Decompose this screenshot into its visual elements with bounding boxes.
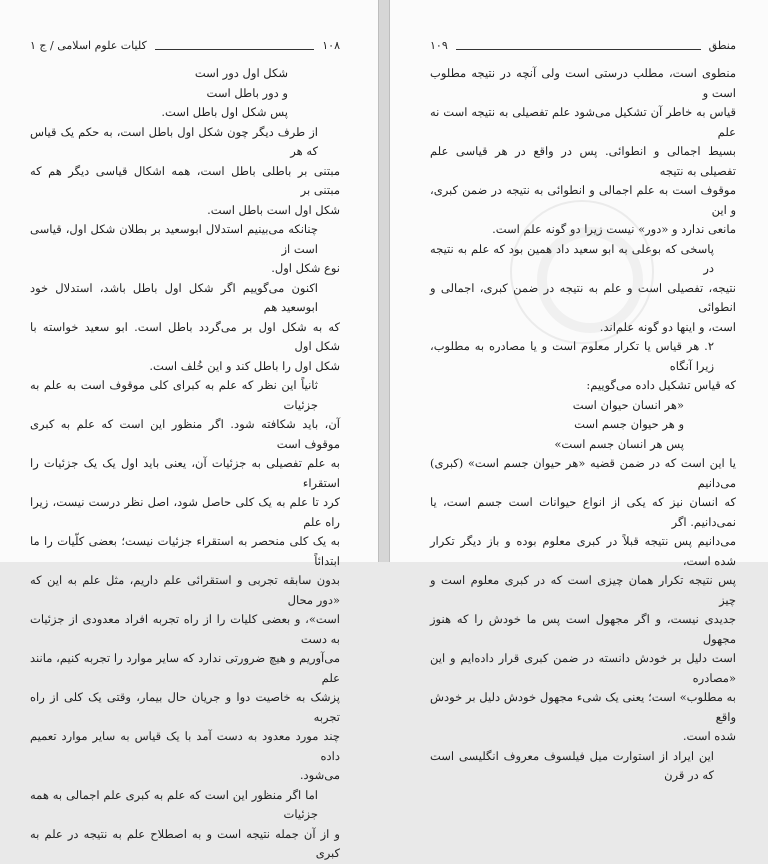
text-line: شده است. bbox=[682, 729, 736, 743]
text-line: به یک کلی منحصر به استقراء جزئیات نیست؛ بعضی کلّیات را ما ابتدائاً bbox=[30, 534, 341, 568]
text-line: نتیجه، تفصیلی است و علم به نتیجه در ضمن کبری، اجمالی و انطوائی bbox=[430, 280, 736, 314]
text-line: نوع شکل اول. bbox=[271, 261, 340, 275]
text-line: که قیاس تشکیل داده می‌گوییم: bbox=[586, 378, 736, 392]
text-line: شکل اول است باطل است. bbox=[207, 202, 340, 217]
right-page-body bbox=[430, 64, 736, 786]
left-page bbox=[0, 0, 378, 860]
text-line: چند مورد معدود به دست آمد با یک قیاس به سایر موارد تعمیم داده bbox=[30, 729, 340, 763]
text-line: مانعی ندارد و «دور» نیست زیرا دو گونه علم است. bbox=[492, 222, 736, 236]
text-line: یا این است که در ضمن قضیه «هر حیوان جسم است» (کبری) می‌دانیم bbox=[430, 456, 736, 490]
header-rule bbox=[155, 41, 315, 50]
text-line: که به شکل اول بر می‌گردد باطل است. ابو سعید خواسته با شکل اول bbox=[30, 319, 340, 353]
left-page-header bbox=[30, 36, 340, 54]
text-line: پس هر انسان جسم است» bbox=[554, 436, 684, 451]
text-line: می‌شود. bbox=[299, 768, 340, 782]
right-page-header bbox=[430, 36, 736, 54]
text-line: منطوی است، مطلب درستی است ولی آنچه در نتیجه مطلوب است و bbox=[430, 66, 736, 100]
text-line: و هر حیوان جسم است bbox=[574, 417, 684, 431]
text-line: بسیط اجمالی و انطوائی. پس در واقع در هر قیاسی علم تفصیلی به نتیجه bbox=[430, 144, 736, 178]
right-page bbox=[390, 0, 768, 782]
text-line: جدیدی نیست، و اگر مجهول است پس ما خودش را که هنوز مجهول bbox=[430, 612, 736, 646]
text-line: آن، باید شکافته شود. اگر منظور این است که علم به کبری موقوف است bbox=[30, 417, 340, 451]
text-line: است»، و بعضی کلیات را از راه تجربه افراد معدودی از جزئیات به دست bbox=[30, 612, 340, 646]
text-line: ۲. هر قیاس یا تکرار معلوم است و یا مصادره به مطلوب، زیرا آنگاه bbox=[430, 339, 714, 373]
header-rule bbox=[456, 41, 701, 50]
text-line: قیاس به خاطر آن تشکیل می‌شود علم تفصیلی به نتیجه است نه علم bbox=[430, 105, 736, 139]
text-line: اما اگر منظور این است که علم به کبری علم اجمالی به همه جزئیات bbox=[30, 787, 318, 821]
left-running-title: کلیات علوم اسلامی / ج ۱ bbox=[30, 38, 147, 52]
text-line: می‌آوریم و هیچ ضرورتی ندارد که سایر موارد را تجربه کنیم، مانند علم bbox=[30, 651, 340, 685]
text-line: این ایراد از استوارت میل فیلسوف معروف انگلیسی است که در قرن bbox=[430, 748, 714, 782]
text-line: است دلیل بر خودش دانسته در ضمن کبری قرار داده‌ایم و این «مصادره bbox=[430, 651, 736, 685]
text-line: به مطلوب» است؛ یعنی یک شیء مجهول خودش دلیل بر خودش واقع bbox=[430, 690, 736, 724]
text-line: پس شکل اول باطل است. bbox=[161, 105, 288, 119]
text-line: پس نتیجه تکرار همان چیزی است که در کبری معلوم است و چیز bbox=[430, 573, 736, 607]
text-line: که انسان نیز که یکی از انواع حیوانات است جسم است، یا نمی‌دانیم. اگر bbox=[430, 495, 736, 529]
left-page-number: ۱۰۸ bbox=[322, 38, 340, 52]
text-line: ثانیاً این نظر که علم به کبرای کلی موقوف است به علم به جزئیات bbox=[30, 378, 318, 412]
text-line: شکل اول را باطل کند و این خُلف است. bbox=[149, 358, 340, 373]
text-line: چنانکه می‌بینیم استدلال ابوسعید بر بطلان شکل اول، قیاسی است از bbox=[30, 222, 318, 256]
text-line: بدون سابقه تجربی و استقرائی علم داریم، مثل علم به این که «دور محال bbox=[30, 573, 340, 607]
text-line: می‌دانیم پس نتیجه قبلاً در کبری معلوم بوده و باز دیگر تکرار شده است، bbox=[430, 534, 736, 568]
text-line: پزشک به خاصیت دوا و جریان حال بیمار، وقتی یک کلی از راه تجربه bbox=[30, 690, 340, 724]
text-line: «هر انسان حیوان است bbox=[572, 397, 684, 412]
text-line: از طرف دیگر چون شکل اول باطل است، به حکم یک قیاس که هر bbox=[30, 124, 318, 158]
right-page-number: ۱۰۹ bbox=[430, 38, 448, 52]
right-running-title: منطق bbox=[708, 38, 736, 52]
text-line: و دور باطل است bbox=[206, 85, 288, 100]
text-line: است، و اینها دو گونه علم‌اند. bbox=[599, 319, 736, 334]
text-line: اکنون می‌گوییم اگر شکل اول باطل باشد، استدلال خود ابوسعید هم bbox=[30, 280, 318, 314]
text-line: موقوف است به علم اجمالی و انطوائی به نتیجه در ضمن کبری، و این bbox=[430, 183, 736, 217]
book-gutter bbox=[378, 0, 390, 562]
text-line: به علم تفصیلی به جزئیات آن، یعنی باید اول یک یک جزئیات را استقراء bbox=[30, 456, 340, 490]
text-line: و از آن جمله نتیجه است و به اصطلاح علم به نتیجه در علم به کبری bbox=[30, 826, 340, 860]
text-line: پاسخی که بوعلی به ابو سعید داد همین بود که علم به نتیجه در bbox=[430, 241, 714, 275]
text-line: کرد تا علم به یک کلی حاصل شود، اصل نظر درست نیست، زیرا راه علم bbox=[30, 495, 340, 529]
left-page-body bbox=[30, 64, 340, 864]
text-line: شکل اول دور است bbox=[194, 66, 288, 80]
text-line: مبتنی بر باطلی باطل است، همه اشکال قیاسی دیگر هم که مبتنی بر bbox=[30, 163, 340, 197]
